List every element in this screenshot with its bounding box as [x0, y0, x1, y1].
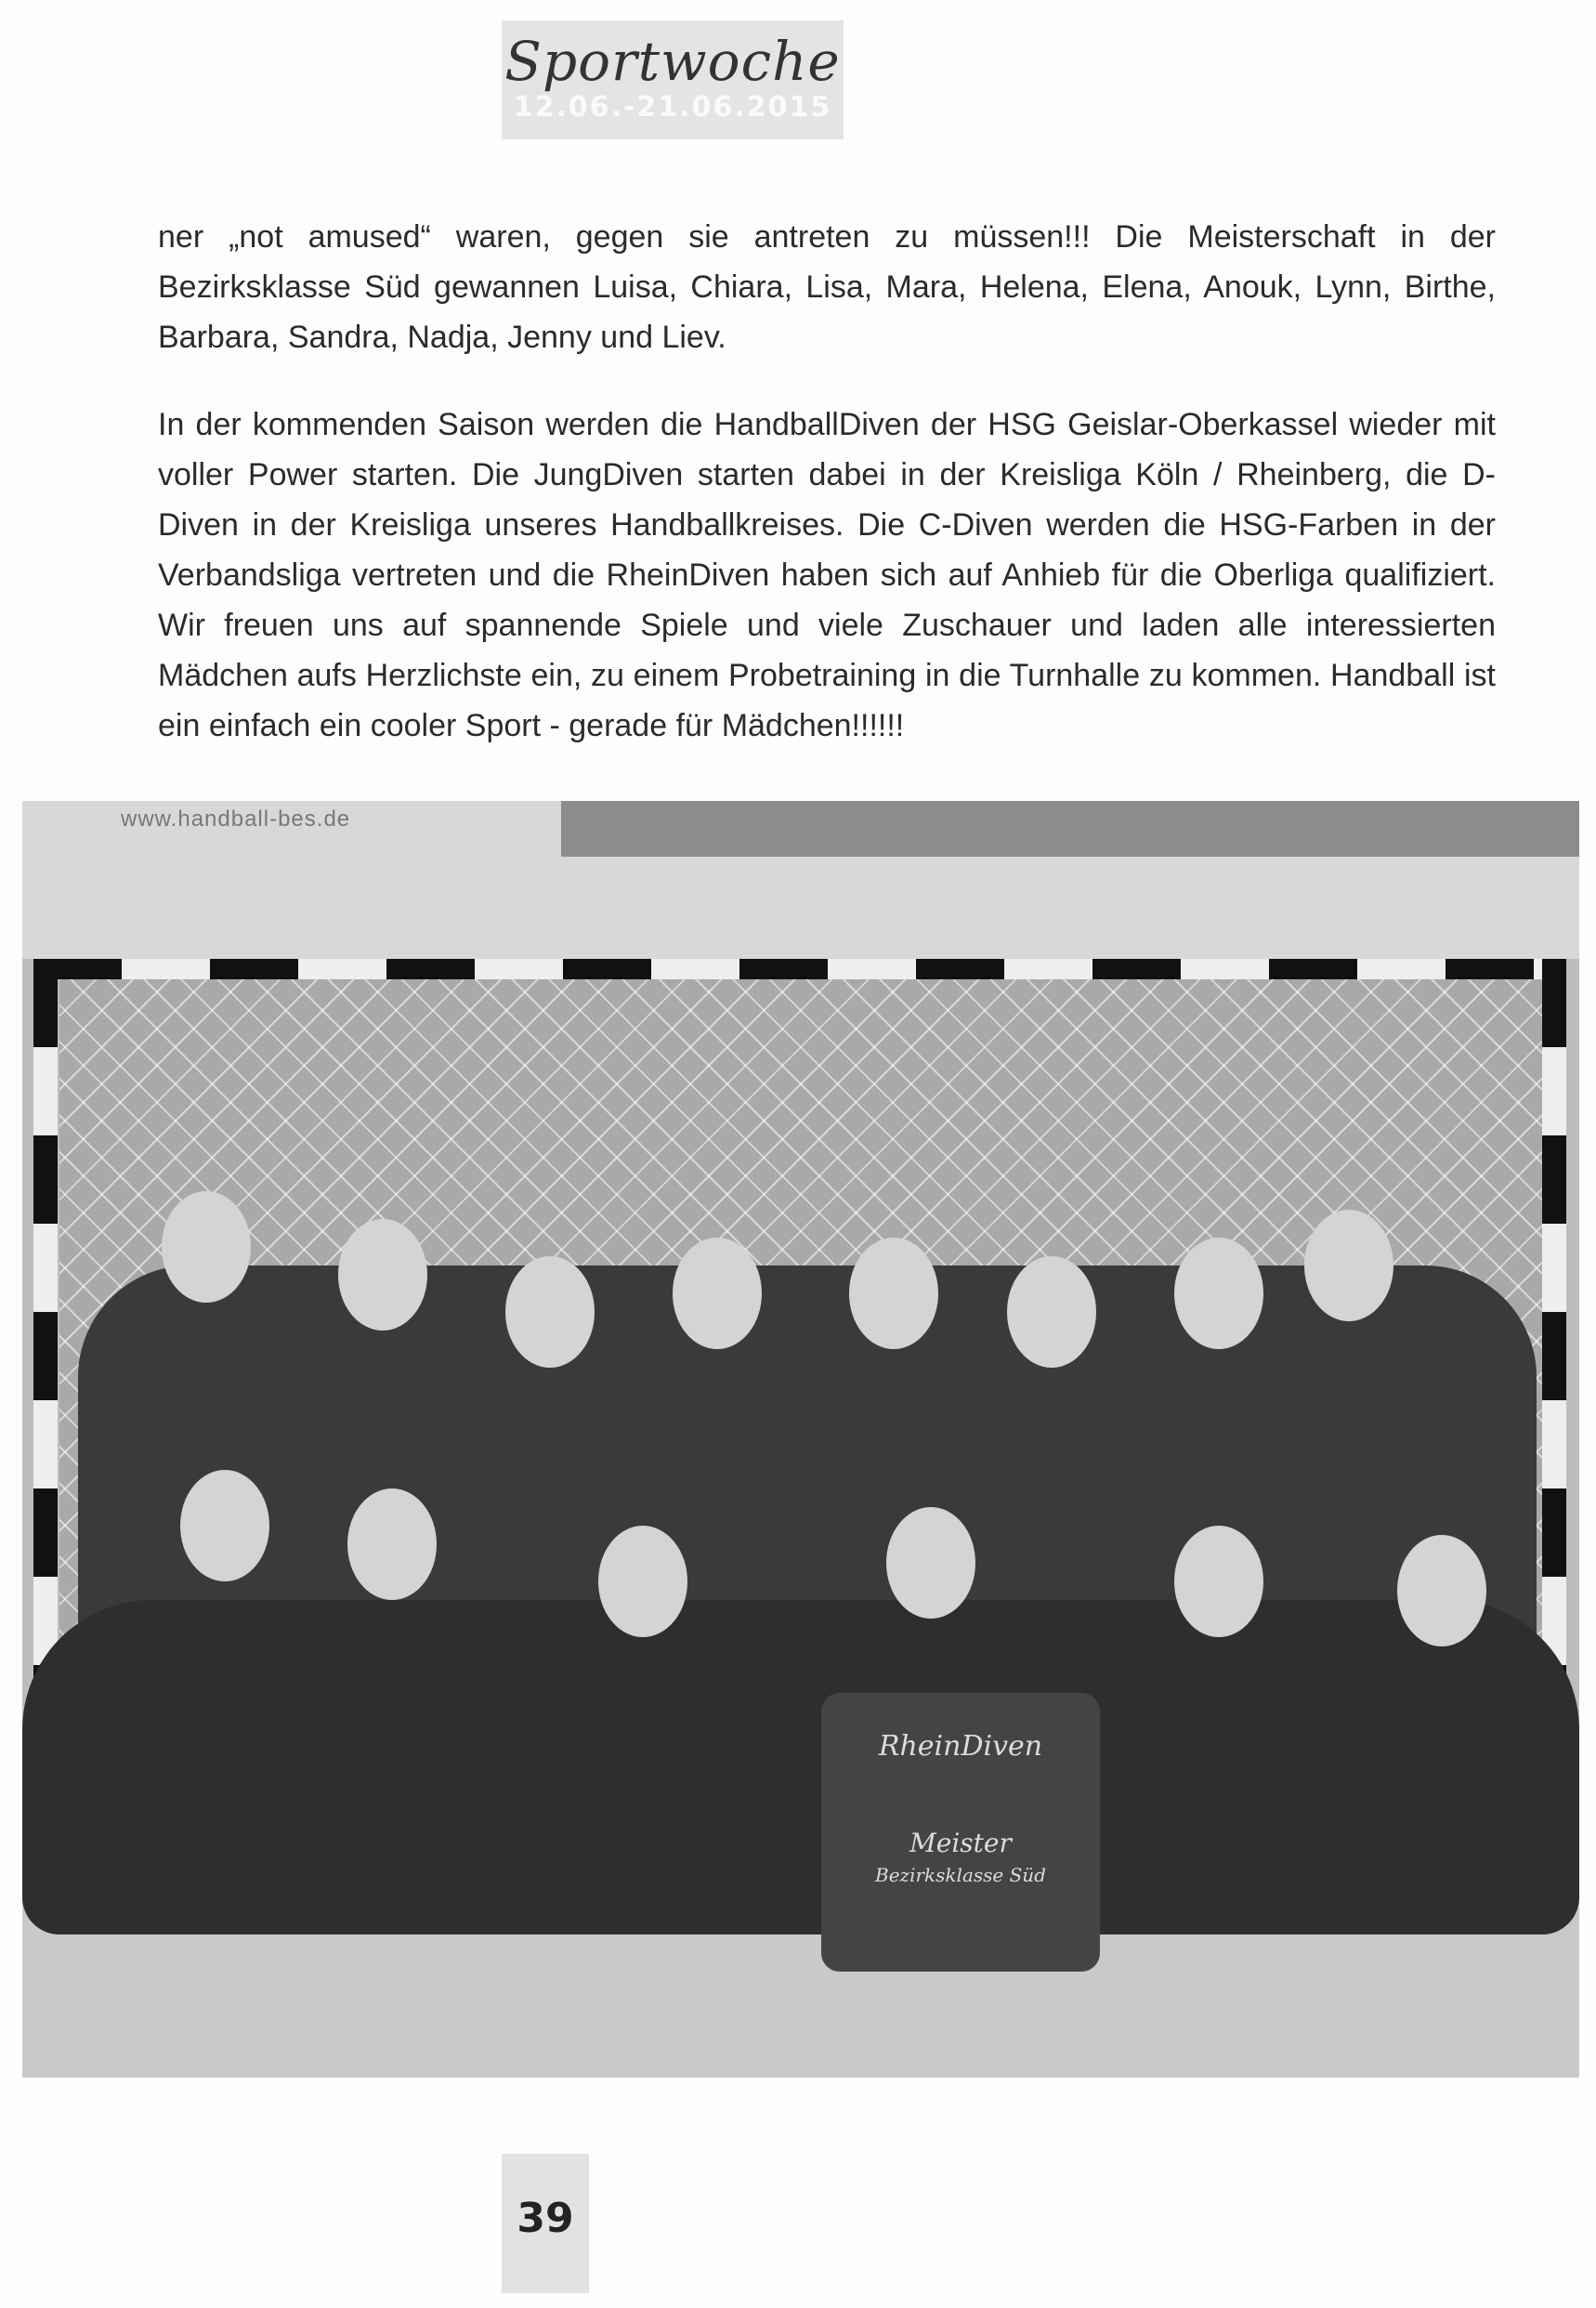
player-head [1304, 1210, 1393, 1321]
player-head [347, 1488, 437, 1600]
team-photo [22, 801, 1579, 2078]
shirt-title: RheinDiven [878, 1730, 1043, 1763]
paragraph-2: In der kommenden Saison werden die HandballDiven der HSG Geislar-Oberkassel wieder mit voller Power starten. Die JungDiven starten dabei in der Kreisliga Köln / Rheinberg, die D-Diven in der Kreisliga unseres Handballkreises. Die C-Diven werden die HSG-Farben in der Verbandsliga vertreten und die RheinDiven haben sich auf Anhieb für die Oberliga qualifiziert. Wir freuen uns auf spannende Spiele und viele Zuschauer und laden alle interessierten Mädchen aufs Herzlichste ein, zu einem Probetraining in die Turnhalle zu kommen. Handball ist ein einfach ein cooler Sport - gerade für Mädchen!!!!!! [158, 407, 1496, 743]
championship-shirt [821, 1693, 1100, 1972]
player-head [505, 1256, 595, 1368]
player-head [886, 1507, 975, 1619]
article-body [158, 212, 1496, 788]
player-head [1007, 1256, 1096, 1368]
player-head [1397, 1535, 1486, 1646]
header-title: Sportwoche [504, 30, 841, 93]
header-dates: 12.06.-21.06.2015 [513, 91, 832, 124]
player-head [673, 1238, 762, 1349]
player-head [1174, 1238, 1263, 1349]
shirt-league: Bezirksklasse Süd [875, 1864, 1046, 1886]
player-head [1174, 1526, 1263, 1637]
player-head [180, 1470, 269, 1581]
page-number: 39 [517, 2195, 574, 2242]
player-head [338, 1219, 427, 1331]
page-number-box [502, 2154, 589, 2293]
paragraph-1: ner „not amused“ waren, gegen sie antreten zu müssen!!! Die Meisterschaft in der Bezirksklasse Süd gewannen Luisa, Chiara, Lisa, Mara, Helena, Elena, Anouk, Lynn, Birthe, Barbara, Sandra, Nadja, Jenny und Liev. [158, 219, 1496, 355]
player-head [849, 1238, 938, 1349]
player-head [162, 1191, 251, 1303]
player-head [598, 1526, 687, 1637]
shirt-meister: Meister [909, 1828, 1012, 1858]
running-header [502, 20, 844, 139]
photo-wall-banner [561, 801, 1579, 857]
team-front-row [22, 1600, 1579, 1934]
photo-watermark: www.handball-bes.de [121, 806, 351, 832]
goal-crossbar [33, 959, 1566, 979]
